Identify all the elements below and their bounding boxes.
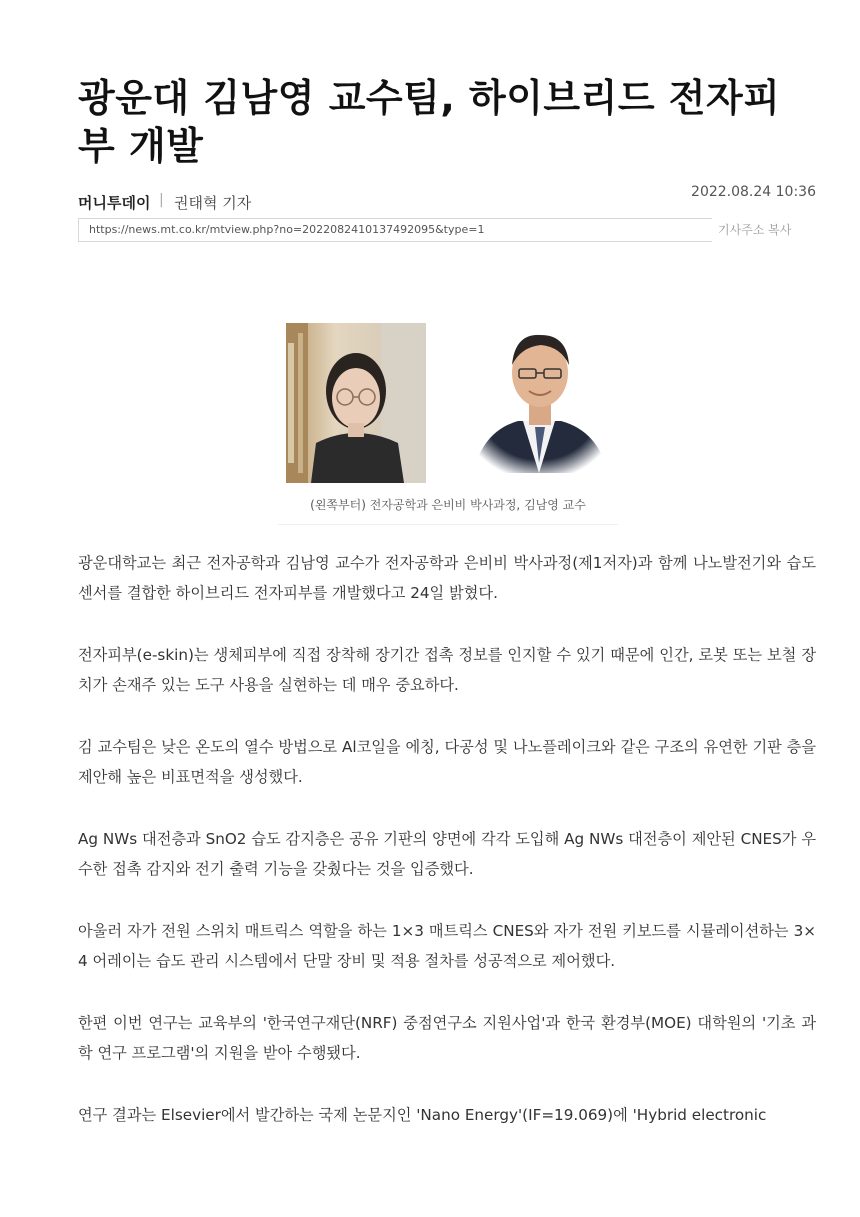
article-meta [78,184,816,214]
photo-professor-right [463,323,616,473]
reporter-name[interactable]: 권태혁 기자 [174,194,252,212]
article-paragraph: Ag NWs 대전층과 SnO2 습도 감지층은 공유 기판의 양면에 각각 도입해 Ag NWs 대전층이 제안된 CNES가 우수한 접촉 감지와 전기 출력 기능을 갖췄다는 것을 입증했다. [78,830,816,878]
photo-caption: (왼쪽부터) 전자공학과 은비비 박사과정, 김남영 교수 [310,498,586,512]
caption-divider [278,524,618,525]
outlet-name[interactable]: 머니투데이 [78,194,151,212]
article-body [78,548,816,1162]
professor-portrait-icon [463,323,616,473]
researcher-portrait-icon [286,323,426,483]
photo-researcher-left [286,323,426,483]
article-paragraph: 광운대학교는 최근 전자공학과 김남영 교수가 전자공학과 은비비 박사과정(제1저자)과 함께 나노발전기와 습도 센서를 결합한 하이브리드 전자피부를 개발했다고 24일 밝혔다. [78,554,816,602]
publish-date: 2022.08.24 10:36 [691,184,816,200]
article-paragraph: 전자피부(e-skin)는 생체피부에 직접 장착해 장기간 접촉 정보를 인지할 수 있기 때문에 인간, 로봇 또는 보철 장치가 손재주 있는 도구 사용을 실현하는 데 매우 중요하다. [78,646,816,694]
article-title: 광운대 김남영 교수팀, 하이브리드 전자피부 개발 [78,76,781,168]
article-url-field[interactable]: https://news.mt.co.kr/mtview.php?no=2022082410137492095&type=1 [78,218,712,242]
article-photo [286,323,616,483]
meta-separator: | [159,192,164,208]
copy-url-button[interactable]: 기사주소 복사 [718,223,792,237]
article-paragraph: 김 교수팀은 낮은 온도의 열수 방법으로 Al코일을 에칭, 다공성 및 나노플레이크와 같은 구조의 유연한 기판 층을 제안해 높은 비표면적을 생성했다. [78,738,816,786]
article-paragraph: 연구 결과는 Elsevier에서 발간하는 국제 논문지인 'Nano Energy'(IF=19.069)에 'Hybrid electronic [78,1106,767,1124]
article-paragraph: 한편 이번 연구는 교육부의 '한국연구재단(NRF) 중점연구소 지원사업'과 한국 환경부(MOE) 대학원의 '기초 과학 연구 프로그램'의 지원을 받아 수행됐다. [78,1014,816,1062]
article-paragraph: 아울러 자가 전원 스위치 매트릭스 역할을 하는 1×3 매트릭스 CNES와 자가 전원 키보드를 시뮬레이션하는 3×4 어레이는 습도 관리 시스템에서 단말 장비 및 적용 절차를 성공적으로 제어했다. [78,922,816,970]
